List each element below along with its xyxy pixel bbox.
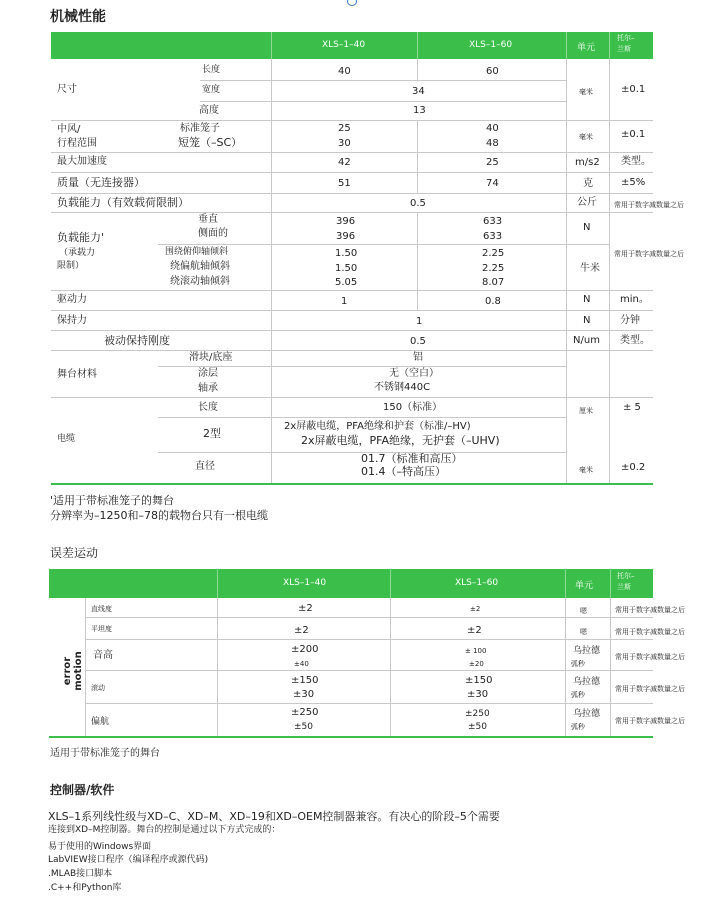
header-col-unit: 单元 xyxy=(577,43,596,53)
err-roll-unit: 乌拉德 xyxy=(573,677,601,687)
drive-label: 驱动力 xyxy=(57,294,87,305)
hold-value: 1 xyxy=(416,316,423,327)
load-label: 负载能力（有效载荷限制） xyxy=(57,196,189,209)
cable-type-v2: 2x屏蔽电缆，PFA绝缘，无护套（–UHV) xyxy=(301,434,500,447)
short-cage-label: 短笼（–SC） xyxy=(178,136,243,149)
lc-label-3: 限制） xyxy=(57,261,85,271)
pitch-label: 围绕俯仰轴倾斜 xyxy=(165,247,229,257)
hold-unit: N xyxy=(583,315,591,326)
cable-dia-v2: 01.4（–特高压） xyxy=(361,465,446,478)
vert-v2: 633 xyxy=(483,216,503,227)
wid-value: 34 xyxy=(412,86,425,97)
hei-label: 高度 xyxy=(199,105,219,116)
ctrl-paragraph-line-1: XLS–1系列线性级与XD–C、XD–M、XD–19和XD–OEM控制器兼容。有决心的阶段–5个需要 xyxy=(48,810,500,823)
err-roll-v1b: ±30 xyxy=(293,689,315,700)
err-header-col-unit: 单元 xyxy=(575,581,594,591)
drive-tol: min。 xyxy=(620,294,649,305)
err-yaw-v1b: ±50 xyxy=(294,722,313,732)
hold-label: 保持力 xyxy=(57,315,87,326)
err-yaw-unit2: 弧秒 xyxy=(571,723,585,731)
cable-dia-tol: ±0.2 xyxy=(621,462,646,473)
err-roll-tol: 常用于数字减数量之后 xyxy=(615,685,685,693)
err-pitch-v2a: ± 100 xyxy=(465,647,487,655)
lc-label-1: 负载能力' xyxy=(57,231,105,244)
mass-label: 质量（无连接器） xyxy=(57,176,145,189)
roll-label: 绕滚动轴倾斜 xyxy=(170,276,230,287)
stroke-unit: 毫米 xyxy=(579,133,593,141)
side-v1: 396 xyxy=(336,231,356,242)
slider-label: 滑块/底座 xyxy=(189,352,233,363)
mech-section-title: 机械性能 xyxy=(50,9,106,25)
acc-v1: 42 xyxy=(338,157,351,168)
bear-label: 轴承 xyxy=(198,383,218,394)
cable-label: 电缆 xyxy=(57,434,76,444)
yaw-label: 绕偏航轴倾斜 xyxy=(170,261,230,272)
mat-label: 舞台材料 xyxy=(57,369,97,380)
err-flatness-v2: ±2 xyxy=(467,625,482,636)
err-straightness-v1: ±2 xyxy=(298,603,313,614)
vert-label: 垂直 xyxy=(198,214,218,225)
roll-v1: 5.05 xyxy=(335,277,358,288)
bear-value: 不锈钢440C xyxy=(374,382,431,393)
stiff-value: 0.5 xyxy=(410,336,426,347)
len-v2: 60 xyxy=(486,66,499,77)
ctrl-list-item-4: .C++和Python库 xyxy=(48,883,122,893)
err-header-col-xls160: XLS–1–60 xyxy=(455,578,499,588)
cable-len-unit: 厘米 xyxy=(579,407,593,415)
acc-tol: 类型。 xyxy=(621,156,651,167)
drive-v1: 1 xyxy=(341,296,348,307)
lc-label-2: （承载力 xyxy=(59,248,96,258)
err-roll-v2a: ±150 xyxy=(465,675,493,686)
err-straightness-v2: ±2 xyxy=(470,605,481,613)
stiff-unit: N/um xyxy=(573,335,600,346)
cable-len-tol: ± 5 xyxy=(623,402,641,413)
cable-dia-label: 直径 xyxy=(195,461,215,472)
lc-tol: 常用于数字减数量之后 xyxy=(614,250,684,258)
acc-v2: 25 xyxy=(486,157,499,168)
err-straightness-tol: 常用于数字减数量之后 xyxy=(615,606,685,614)
err-header-col-xls140: XLS–1–40 xyxy=(283,578,327,588)
acc-label: 最大加速度 xyxy=(57,156,107,167)
hei-value: 13 xyxy=(413,105,426,116)
mass-v1: 51 xyxy=(338,178,351,189)
size-tol: ±0.1 xyxy=(621,84,646,95)
ctrl-paragraph-line-2: 连接到XD–M控制器。舞台的控制是通过以下方式完成的： xyxy=(48,825,281,835)
pitch-v2: 2.25 xyxy=(482,248,505,259)
coat-label: 涂层 xyxy=(198,368,218,379)
err-roll-v2b: ±30 xyxy=(467,689,489,700)
ctrl-list-item-3: .MLAB接口脚本 xyxy=(48,869,113,879)
err-row-roll: 滚动 xyxy=(91,684,105,692)
mass-v2: 74 xyxy=(486,178,499,189)
err-yaw-v2a: ±250 xyxy=(465,709,490,719)
yaw-v2: 2.25 xyxy=(482,263,505,274)
err-pitch-unit2: 弧秒 xyxy=(571,660,585,668)
cable-len-value: 150（标准） xyxy=(383,402,443,413)
drive-v2: 0.8 xyxy=(485,296,501,307)
cable-type-label: 2型 xyxy=(203,427,221,440)
cable-dia-unit: 毫米 xyxy=(579,466,593,474)
stroke-tol: ±0.1 xyxy=(621,129,646,140)
err-pitch-v1a: ±200 xyxy=(291,644,319,655)
len-v1: 40 xyxy=(338,66,351,77)
err-yaw-unit: 乌拉德 xyxy=(573,709,601,719)
err-row-flatness: 平坦度 xyxy=(91,625,112,633)
size-unit: 毫米 xyxy=(579,88,593,96)
stroke-label-1: 中风/ xyxy=(57,124,81,135)
err-yaw-v1a: ±250 xyxy=(291,707,319,718)
size-label: 尺寸 xyxy=(57,84,77,95)
len-label: 长度 xyxy=(202,65,221,75)
n-unit: N xyxy=(583,222,591,233)
coat-value: 无（空白） xyxy=(389,368,439,379)
vert-v1: 396 xyxy=(336,216,356,227)
cable-dia-v1: 01.7（标准和高压） xyxy=(361,452,463,465)
mech-note-2: 分辨率为–1250和–78的载物台只有一根电缆 xyxy=(50,509,268,522)
error-motion-side-label: error motion xyxy=(62,651,84,691)
err-flatness-tol: 常用于数字减数量之后 xyxy=(615,628,685,636)
hold-tol: 分钟 xyxy=(620,315,640,326)
err-flatness-v1: ±2 xyxy=(294,625,309,636)
nm-unit: 牛米 xyxy=(580,263,600,274)
err-pitch-v2b: ±20 xyxy=(469,660,484,668)
wid-label: 宽度 xyxy=(202,85,221,95)
err-row-yaw: 偏航 xyxy=(91,717,110,727)
top-marker-icon xyxy=(347,0,357,6)
std-cage-label: 标准笼子 xyxy=(180,123,220,134)
cable-len-label: 长度 xyxy=(198,402,218,413)
err-row-pitch: 音高 xyxy=(93,650,113,661)
roll-v2: 8.07 xyxy=(482,277,505,288)
drive-unit: N xyxy=(583,294,591,305)
load-tol: 常用于数字减数量之后 xyxy=(614,201,684,209)
error-table-header xyxy=(49,569,653,598)
err-yaw-tol: 常用于数字减数量之后 xyxy=(615,717,685,725)
err-roll-unit2: 弧秒 xyxy=(571,691,585,699)
err-row-straightness: 直线度 xyxy=(91,605,112,613)
ctrl-list-item-2: LabVIEW接口程序（编译程序或源代码) xyxy=(48,855,209,865)
stroke-label-2: 行程范围 xyxy=(57,138,97,149)
err-pitch-tol: 常用于数字减数量之后 xyxy=(615,653,685,661)
err-pitch-v1b: ±40 xyxy=(294,660,309,668)
err-flatness-unit: 嗯 xyxy=(580,628,587,636)
stroke-v2b: 48 xyxy=(486,138,499,149)
stiff-tol: 类型。 xyxy=(620,335,650,346)
error-section-title: 误差运动 xyxy=(50,546,99,560)
err-roll-v1a: ±150 xyxy=(291,675,319,686)
side-v2: 633 xyxy=(483,231,503,242)
load-unit: 公斤 xyxy=(577,197,597,208)
yaw-v1: 1.50 xyxy=(335,263,358,274)
err-straightness-unit: 嗯 xyxy=(580,607,587,615)
slider-value: 铝 xyxy=(413,352,423,363)
pitch-v1: 1.50 xyxy=(335,248,358,259)
header-col-tolerance: 托尔– 兰斯 xyxy=(617,34,635,53)
err-pitch-unit: 乌拉德 xyxy=(573,646,601,656)
err-header-col-tolerance: 托尔– 兰斯 xyxy=(617,572,635,591)
ctrl-section-title: 控制器/软件 xyxy=(50,783,115,797)
stroke-v1a: 25 xyxy=(338,123,351,134)
err-yaw-v2b: ±50 xyxy=(468,722,487,732)
cable-type-v1: 2x屏蔽电缆，PFA绝缘和护套（标准/–HV) xyxy=(284,421,471,432)
acc-unit: m/s2 xyxy=(575,157,600,168)
mass-tol: ±5% xyxy=(621,177,646,188)
mech-note-1: '适用于带标准笼子的舞台 xyxy=(50,494,175,507)
mass-unit: 克 xyxy=(583,178,593,189)
side-label: 侧面的 xyxy=(198,228,228,239)
stiff-label: 被动保持刚度 xyxy=(104,334,170,347)
error-note: 适用于带标准笼子的舞台 xyxy=(50,748,160,759)
load-value: 0.5 xyxy=(410,198,426,209)
ctrl-list-item-1: 易于使用的Windows界面 xyxy=(48,842,152,852)
header-col-xls160: XLS–1–60 xyxy=(469,40,513,50)
stroke-v1b: 30 xyxy=(338,138,351,149)
header-col-xls140: XLS–1–40 xyxy=(322,40,366,50)
stroke-v2a: 40 xyxy=(486,123,499,134)
